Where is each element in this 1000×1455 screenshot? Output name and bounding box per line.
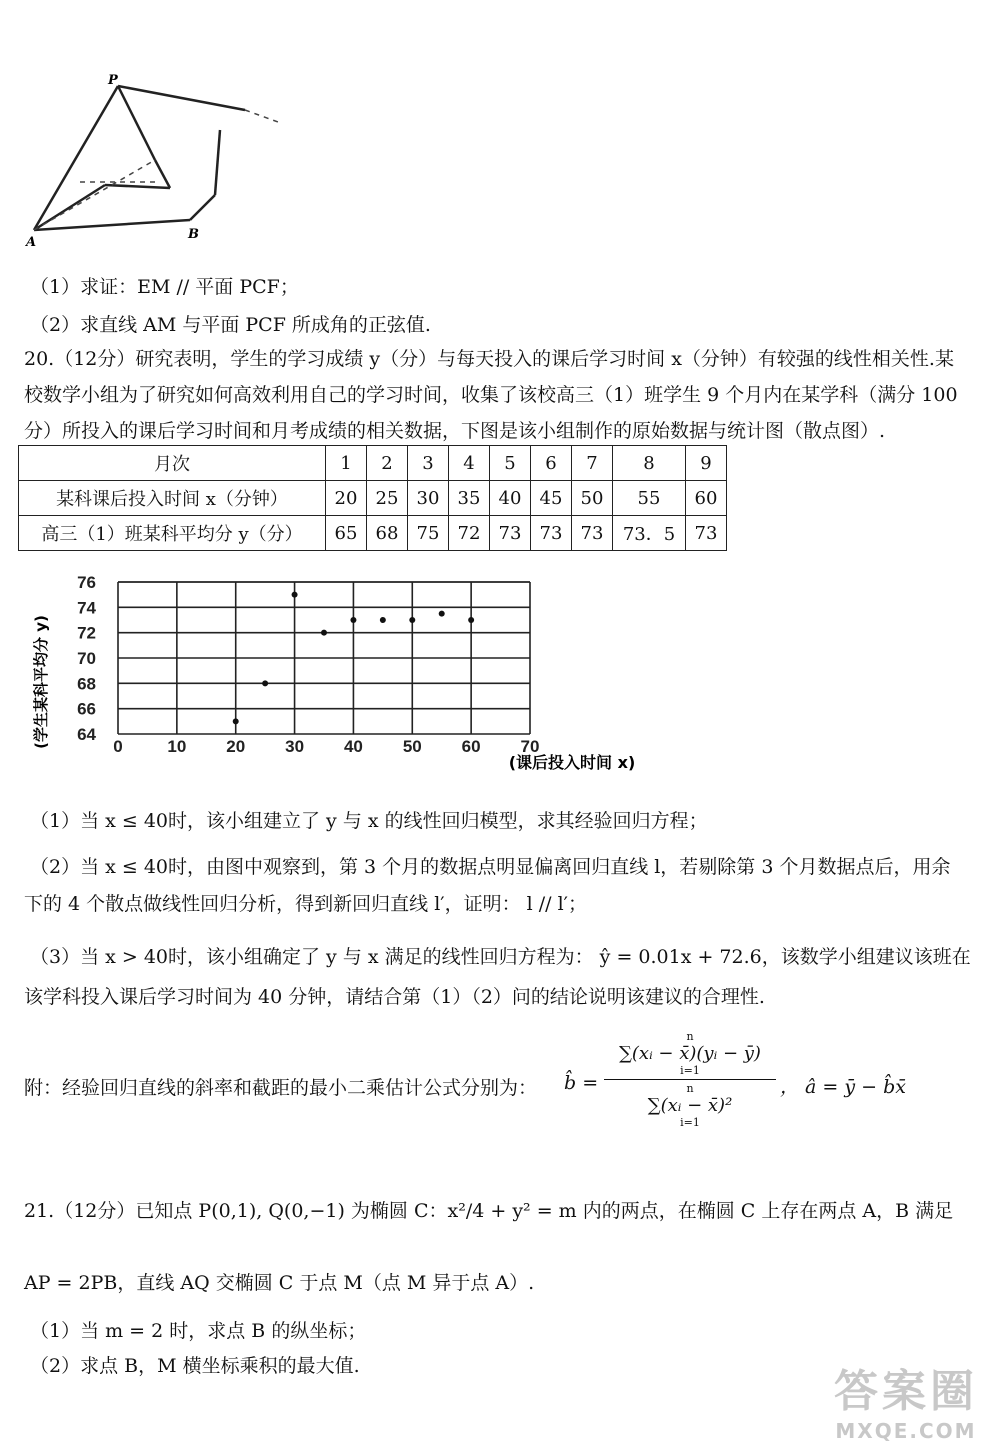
- table-cell: 4: [449, 446, 490, 481]
- formula-intro: 附：经验回归直线的斜率和截距的最小二乘估计公式分别为：: [24, 1077, 538, 1099]
- data-point: [380, 617, 386, 623]
- q19-part1: （1）求证：EM // 平面 PCF；: [30, 276, 299, 298]
- data-point: [468, 617, 474, 623]
- edge-E-down: [155, 160, 170, 188]
- row-header: 月次: [19, 446, 326, 481]
- formula-fraction: [604, 1030, 776, 1129]
- q21-intro-2: AP = 2PB，直线 AQ 交椭圆 C 于点 M（点 M 异于点 A）.: [24, 1272, 535, 1294]
- q20-part3-line2: 该学科投入课后学习时间为 40 分钟，请结合第（1）（2）问的结论说明该建议的合理性.: [24, 986, 765, 1008]
- table-cell: 6: [531, 446, 572, 481]
- table-cell: 8: [613, 446, 686, 481]
- edge-inner: [105, 185, 170, 188]
- scatter-chart: [20, 570, 660, 780]
- table-cell: 73: [531, 516, 572, 551]
- sum-upper: n: [686, 1030, 694, 1043]
- watermark-title: 答案圈: [834, 1366, 978, 1417]
- table-cell: 3: [408, 446, 449, 481]
- q20-intro-2: 校数学小组为了研究如何高效利用自己的学习时间，收集了该校高三（1）班学生 9 个月内在某学科（满分 100: [24, 384, 958, 406]
- table-cell: 65: [326, 516, 367, 551]
- table-cell: 73．5: [613, 516, 686, 551]
- table-row-month: [19, 446, 727, 481]
- table-cell: 73: [686, 516, 727, 551]
- y-tick-label: 76: [77, 573, 96, 592]
- x-tick-label: 0: [113, 737, 123, 756]
- watermark-url: MXQE.COM: [835, 1419, 977, 1443]
- data-point: [321, 630, 327, 636]
- q20-intro-1: 20.（12分）研究表明，学生的学习成绩 y（分）与每天投入的课后学习时间 x（分钟）有较强的线性相关性.某: [24, 348, 954, 370]
- sum-upper: n: [686, 1082, 694, 1095]
- sum-lower: i=1: [680, 1116, 700, 1129]
- row-header: 高三（1）班某科平均分 y（分）: [19, 516, 326, 551]
- y-tick-label: 66: [77, 699, 96, 719]
- table-cell: 1: [326, 446, 367, 481]
- table-cell: 72: [449, 516, 490, 551]
- table-cell: 75: [408, 516, 449, 551]
- x-tick-label: 70: [520, 737, 540, 756]
- y-tick-label: 70: [77, 649, 96, 668]
- label-P: P: [108, 73, 118, 88]
- y-axis-label: (学生某科平均分 y): [32, 615, 50, 749]
- data-table: [18, 445, 727, 551]
- q21-intro-1: 21.（12分）已知点 P(0,1), Q(0,−1) 为椭圆 C：x²/4 + y² = m 内的两点，在椭圆 C 上存在两点 A，B 满足: [24, 1200, 954, 1222]
- table-cell: 7: [572, 446, 613, 481]
- row-header: 某科课后投入时间 x（分钟）: [19, 481, 326, 516]
- q20-part1: （1）当 x ≤ 40时，该小组建立了 y 与 x 的线性回归模型，求其经验回归方程；: [30, 810, 708, 832]
- y-tick-label: 72: [77, 623, 96, 643]
- table-cell: 9: [686, 446, 727, 481]
- q21-part2: （2）求点 B，M 横坐标乘积的最大值.: [30, 1355, 360, 1377]
- edge-BC: [190, 195, 215, 220]
- table-row-y: [19, 516, 727, 551]
- table-row-x: [19, 481, 727, 516]
- x-tick-label: 40: [343, 737, 363, 756]
- pyramid-figure: [20, 70, 300, 250]
- table-cell: 30: [408, 481, 449, 516]
- x-tick-label: 30: [285, 737, 305, 756]
- formula-denominator: ∑(xᵢ − x̄)²: [647, 1095, 733, 1116]
- table-cell: 40: [490, 481, 531, 516]
- label-A: A: [26, 235, 37, 250]
- x-tick-label: 50: [402, 737, 422, 756]
- edge-dashed-1: [245, 110, 278, 122]
- table-cell: 25: [367, 481, 408, 516]
- label-B: B: [188, 227, 199, 242]
- table-cell: 5: [490, 446, 531, 481]
- q19-part2: （2）求直线 AM 与平面 PCF 所成角的正弦值.: [30, 314, 431, 336]
- y-tick-label: 74: [77, 598, 96, 618]
- formula-b-lhs: b̂ =: [564, 1072, 599, 1094]
- table-cell: 45: [531, 481, 572, 516]
- q20-intro-3: 分）所投入的课后学习时间和月考成绩的相关数据，下图是该小组制作的原始数据与统计图（散点图）.: [24, 420, 886, 442]
- formula-a: ， â = ȳ − b̂x̄: [780, 1076, 906, 1098]
- x-axis-label: (课后投入时间 x): [508, 753, 636, 772]
- table-cell: 35: [449, 481, 490, 516]
- table-cell: 50: [572, 481, 613, 516]
- x-tick-label: 10: [167, 737, 187, 756]
- table-cell: 73: [572, 516, 613, 551]
- x-tick-label: 60: [461, 737, 481, 756]
- table-cell: 73: [490, 516, 531, 551]
- table-cell: 55: [613, 481, 686, 516]
- edge-PD: [118, 86, 245, 110]
- y-tick-label: 68: [77, 674, 96, 694]
- data-point: [292, 592, 298, 598]
- sum-lower: i=1: [680, 1064, 700, 1077]
- data-point: [233, 718, 239, 724]
- x-tick-label: 20: [226, 737, 246, 756]
- fraction-bar: [604, 1079, 776, 1080]
- table-cell: 68: [367, 516, 408, 551]
- q20-part2-line2: 下的 4 个散点做线性回归分析，得到新回归直线 l′，证明： l // l′；: [24, 893, 587, 915]
- edge-PA: [34, 86, 118, 230]
- table-cell: 20: [326, 481, 367, 516]
- edge-AB: [34, 220, 190, 230]
- table-cell: 2: [367, 446, 408, 481]
- edge-C-up: [215, 130, 220, 195]
- q20-part3-line1: （3）当 x > 40时，该小组确定了 y 与 x 满足的线性回归方程为： ŷ = 0.01x + 72.6，该数学小组建议该班在: [30, 946, 971, 968]
- formula-numerator: ∑(xᵢ − x̄)(yᵢ − ȳ): [619, 1043, 761, 1064]
- q20-part2-line1: （2）当 x ≤ 40时，由图中观察到，第 3 个月的数据点明显偏离回归直线 l，若剔除第 3 个月数据点后，用余: [30, 856, 951, 878]
- q21-part1: （1）当 m = 2 时，求点 B 的纵坐标；: [30, 1320, 367, 1342]
- data-point: [262, 680, 268, 686]
- data-point: [409, 617, 415, 623]
- edge-dashed-2: [34, 160, 155, 230]
- data-point: [350, 617, 356, 623]
- data-point: [439, 611, 445, 617]
- edge-PE: [118, 86, 155, 160]
- watermark: [834, 1355, 978, 1443]
- table-cell: 60: [686, 481, 727, 516]
- y-tick-label: 64: [77, 725, 96, 744]
